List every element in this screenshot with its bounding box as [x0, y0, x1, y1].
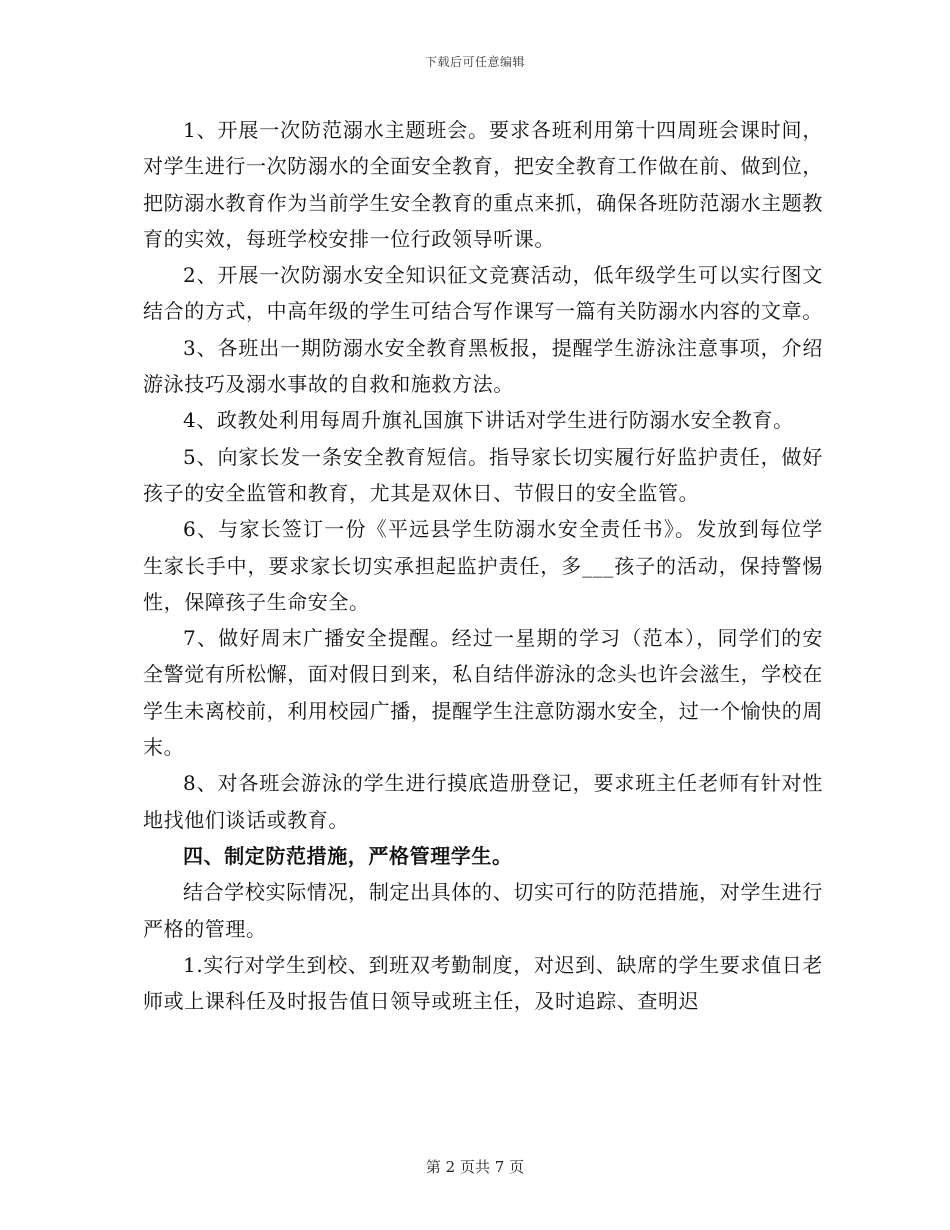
paragraph-7: 7、做好周末广播安全提醒。经过一星期的学习（范本），同学们的安全警觉有所松懈，面对假日到来，私自结伴游泳的念头也许会滋生，学校在学生未离校前，利用校园广播，提醒学生注意防溺水安全，过一个愉快的周末。	[143, 626, 823, 760]
paragraph-6: 6、与家长签订一份《平远县学生防溺水安全责任书》。发放到每位学生家长手中，要求家长切实承担起监护责任，多___孩子的活动，保持警惕性，保障孩子生命安全。	[143, 517, 823, 614]
paragraph-11: 1.实行对学生到校、到班双考勤制度，对迟到、缺席的学生要求值日老师或上课科任及时报告值日领导或班主任，及时追踪、查明迟	[143, 952, 823, 1014]
paragraph-8: 8、对各班会游泳的学生进行摸底造册登记，要求班主任老师有针对性地找他们谈话或教育。	[143, 771, 823, 832]
paragraph-4: 4、政教处利用每周升旗礼国旗下讲话对学生进行防溺水安全教育。	[183, 408, 794, 433]
paragraph-2: 2、开展一次防溺水安全知识征文竞赛活动，低年级学生可以实行图文结合的方式，中高年级的学生可结合写作课写一篇有关防溺水内容的文章。	[143, 263, 823, 324]
paragraph-5: 5、向家长发一条安全教育短信。指导家长切实履行好监护责任，做好孩子的安全监管和教育，尤其是双休日、节假日的安全监管。	[143, 444, 823, 505]
paragraph-3: 3、各班出一期防溺水安全教育黑板报，提醒学生游泳注意事项，介绍游泳技巧及溺水事故的自救和施救方法。	[143, 335, 823, 397]
paragraph-1: 1、开展一次防范溺水主题班会。要求各班利用第十四周班会课时间，对学生进行一次防溺水的全面安全教育，把安全教育工作做在前、做到位，把防溺水教育作为当前学生安全教育的重点来抓，确保各班防范溺水主题教育的实效，每班学校安排一位行政领导听课。	[143, 118, 823, 251]
document-body	[143, 112, 823, 1019]
paragraph-10: 结合学校实际情况，制定出具体的、切实可行的防范措施，对学生进行严格的管理。	[143, 880, 823, 941]
page-header: 下载后可任意编辑	[424, 55, 525, 69]
page-footer: 第 2 页共 7 页	[425, 1158, 525, 1176]
section-heading: 四、制定防范措施，严格管理学生。	[183, 843, 513, 868]
